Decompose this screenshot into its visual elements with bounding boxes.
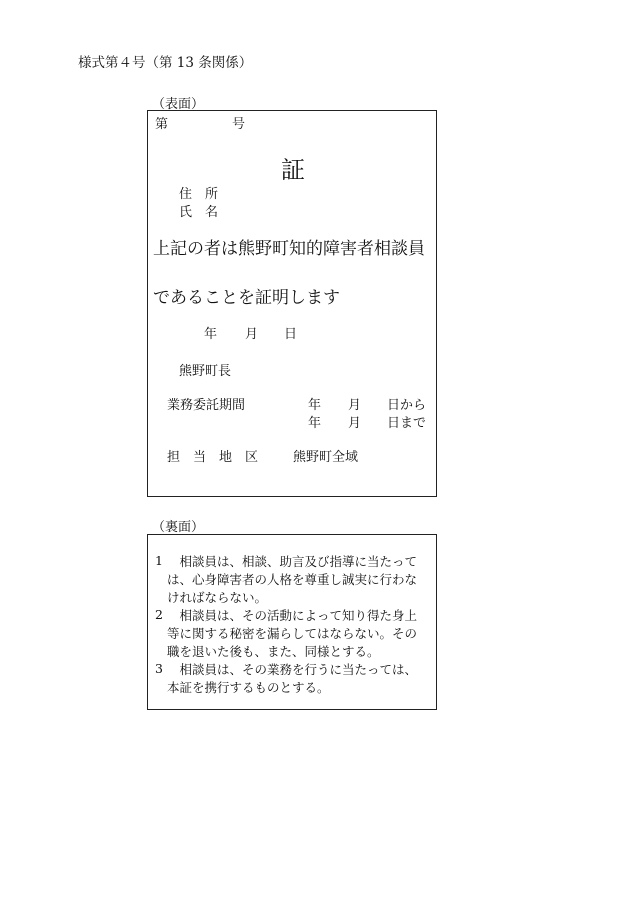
term-label: 業務委託期間 <box>167 398 246 413</box>
term-start-suffix: 日から <box>387 398 427 413</box>
name-label: 氏 名 <box>179 205 219 220</box>
term-start-month: 月 <box>348 398 362 413</box>
form-number: 様式第４号（第 13 条関係） <box>78 55 253 71</box>
certificate-number-suffix: 号 <box>232 117 246 132</box>
statement-line-2: であることを証明します <box>153 288 340 308</box>
front-side-label: （表面） <box>152 97 205 112</box>
issue-date-year: 年 <box>204 327 218 342</box>
item-text: 相談員は、その業務を行うに当たっては、本証を携行するものとする。 <box>167 662 418 695</box>
address-label: 住 所 <box>179 187 219 202</box>
item-number: 2 <box>155 607 163 622</box>
issuer: 熊野町長 <box>179 364 232 379</box>
certificate-number-prefix: 第 <box>155 117 169 132</box>
term-start-year: 年 <box>308 398 322 413</box>
district-label: 担 当 地 区 <box>167 450 259 465</box>
front-card <box>147 110 437 497</box>
item-text: 相談員は、相談、助言及び指導に当たっては、心身障害者の人格を尊重し誠実に行わなければならない。 <box>167 554 418 605</box>
term-end-year: 年 <box>308 416 322 431</box>
statement-line-1: 上記の者は熊野町知的障害者相談員 <box>153 239 425 259</box>
item-text: 相談員は、その活動によって知り得た身上等に関する秘密を漏らしてはならない。その職を退いた後も、また、同様とする。 <box>167 608 418 659</box>
back-side-label: （裏面） <box>152 520 205 535</box>
item-number: 1 <box>155 553 163 568</box>
issue-date-month: 月 <box>245 327 259 342</box>
district-value: 熊野町全域 <box>293 450 359 465</box>
issue-date-day: 日 <box>284 327 298 342</box>
term-end-month: 月 <box>348 416 362 431</box>
back-card <box>147 534 437 710</box>
certificate-title: 証 <box>281 156 305 184</box>
item-number: 3 <box>155 661 163 676</box>
term-end-suffix: 日まで <box>387 416 427 431</box>
